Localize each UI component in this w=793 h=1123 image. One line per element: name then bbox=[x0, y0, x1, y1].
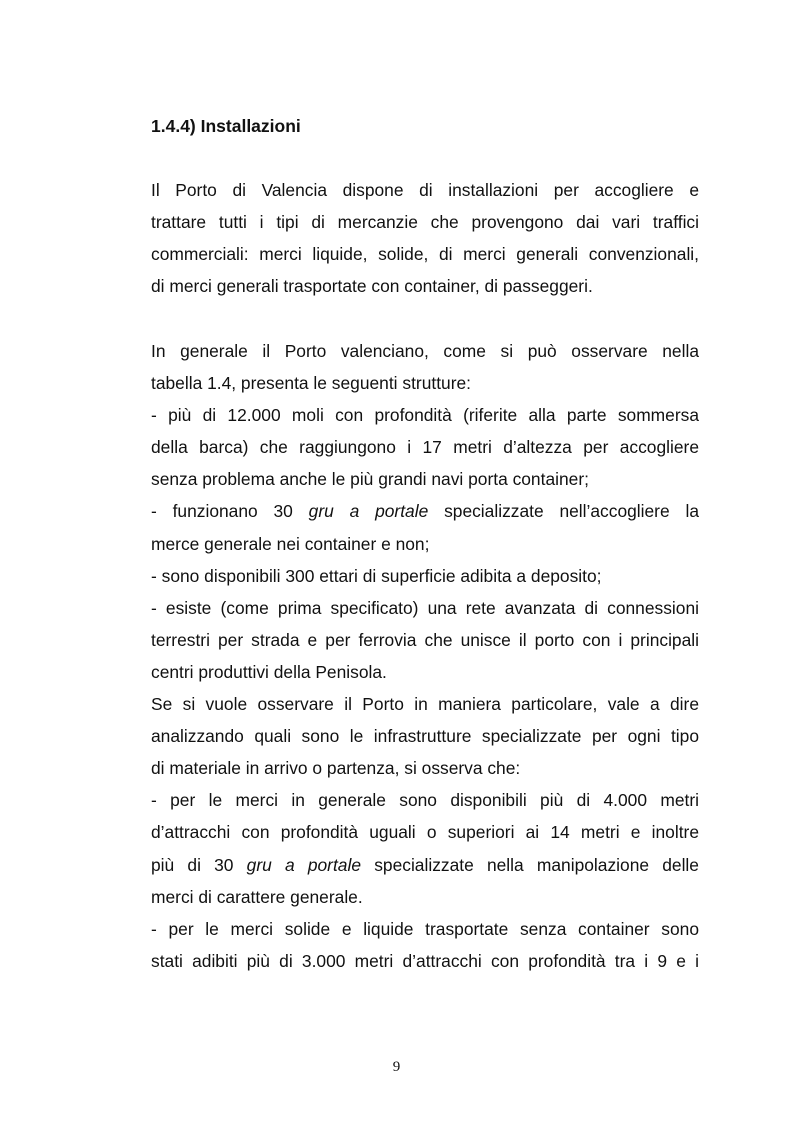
text-line: centri produttivi della Penisola. bbox=[151, 661, 387, 682]
text-line: Il Porto di Valencia dispone di installazioni per accogliere e bbox=[151, 180, 699, 200]
italic-term: gru a portale bbox=[246, 854, 362, 875]
text-segment: - funzionano 30 bbox=[151, 501, 309, 522]
text-line: analizzando quali sono le infrastrutture specializzate per ogni tipo bbox=[151, 726, 699, 747]
text-line: - per le merci in generale sono disponibili più di 4.000 metri bbox=[151, 790, 699, 811]
text-line: commerciali: merci liquide, solide, di merci generali convenzionali, bbox=[151, 244, 699, 265]
text-line: In generale il Porto valenciano, come si può osservare nella bbox=[151, 341, 699, 361]
text-line-mixed bbox=[151, 849, 699, 881]
text-line: - esiste (come prima specificato) una rete avanzata di connessioni bbox=[151, 597, 699, 618]
text-line: d’attracchi con profondità uguali o superiori ai 14 metri e inoltre bbox=[151, 822, 699, 843]
text-line: trattare tutti i tipi di mercanzie che provengono dai vari traffici bbox=[151, 212, 699, 233]
text-line: merce generale nei container e non; bbox=[151, 533, 430, 554]
text-line: - sono disponibili 300 ettari di superficie adibita a deposito; bbox=[151, 565, 602, 586]
text-segment: specializzate nella manipolazione delle bbox=[361, 854, 699, 875]
text-line: - più di 12.000 moli con profondità (riferite alla parte sommersa bbox=[151, 405, 699, 426]
text-line: di merci generali trasportate con container, di passeggeri. bbox=[151, 276, 593, 297]
section-heading: 1.4.4) Installazioni bbox=[151, 116, 301, 136]
text-line: stati adibiti più di 3.000 metri d’attracchi con profondità tra i 9 e i bbox=[151, 950, 699, 971]
text-line: di materiale in arrivo o partenza, si osserva che: bbox=[151, 758, 521, 779]
text-line: merci di carattere generale. bbox=[151, 886, 363, 907]
text-line: Se si vuole osservare il Porto in maniera particolare, vale a dire bbox=[151, 694, 699, 715]
text-line: terrestri per strada e per ferrovia che unisce il porto con i principali bbox=[151, 629, 699, 650]
page-number: 9 bbox=[392, 1059, 401, 1075]
paragraph-structures bbox=[151, 335, 699, 977]
text-line: - per le merci solide e liquide trasportate senza container sono bbox=[151, 918, 699, 939]
text-line: della barca) che raggiungono i 17 metri d’altezza per accogliere bbox=[151, 437, 699, 458]
italic-term: gru a portale bbox=[308, 501, 429, 522]
text-line: tabella 1.4, presenta le seguenti strutture: bbox=[151, 373, 471, 394]
text-segment: più di 30 bbox=[151, 854, 247, 875]
text-line-mixed bbox=[151, 495, 699, 527]
paragraph-intro bbox=[151, 174, 699, 302]
text-line: senza problema anche le più grandi navi porta container; bbox=[151, 469, 589, 490]
text-segment: specializzate nell’accogliere la bbox=[428, 501, 699, 522]
